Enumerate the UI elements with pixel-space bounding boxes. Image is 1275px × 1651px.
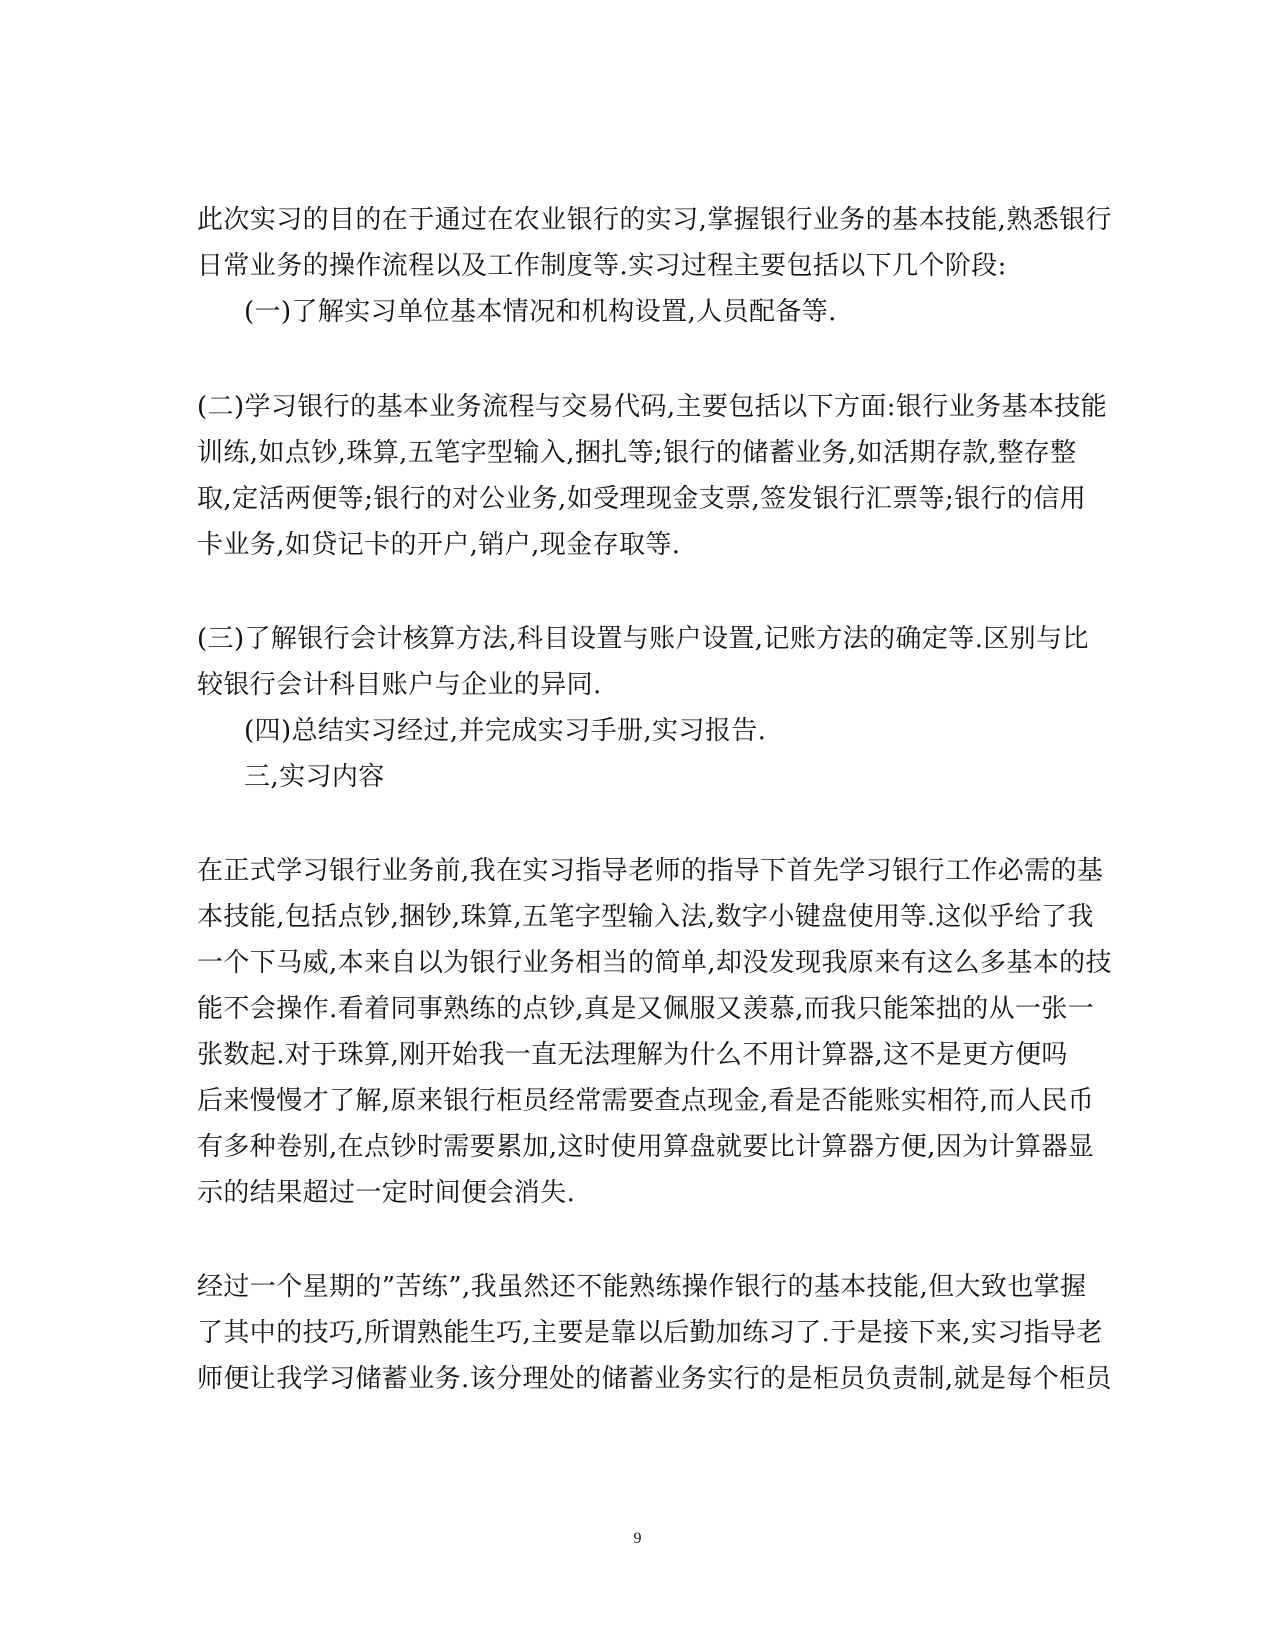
item-3-line-2: 较银行会计科目账户与企业的异同.: [197, 670, 602, 700]
item-2-line-1: (二)学习银行的基本业务流程与交易代码,主要包括以下方面:银行业务基本技能: [197, 392, 1108, 422]
practice-paragraph-line-1: 经过一个星期的”苦练”,我虽然还不能熟练操作银行的基本技能,但大致也掌握: [197, 1272, 1087, 1302]
item-1: (一)了解实习单位基本情况和机构设置,人员配备等.: [244, 297, 837, 327]
content-paragraph-line-1: 在正式学习银行业务前,我在实习指导老师的指导下首先学习银行工作必需的基: [197, 856, 1104, 886]
content-paragraph-line-4: 能不会操作.看着同事熟练的点钞,真是又佩服又羡慕,而我只能笨拙的从一张一: [197, 994, 1095, 1024]
paragraph-1-line-2: 日常业务的操作流程以及工作制度等.实习过程主要包括以下几个阶段:: [197, 251, 1007, 281]
practice-paragraph-line-2: 了其中的技巧,所谓熟能生巧,主要是靠以后勤加练习了.于是接下来,实习指导老: [197, 1318, 1103, 1348]
paragraph-1-line-1: 此次实习的目的在于通过在农业银行的实习,掌握银行业务的基本技能,熟悉银行: [197, 205, 1112, 235]
item-2-line-3: 取,定活两便等;银行的对公业务,如受理现金支票,签发银行汇票等;银行的信用: [197, 484, 1087, 514]
content-paragraph-line-5: 张数起.对于珠算,刚开始我一直无法理解为什么不用计算器,这不是更方便吗: [197, 1040, 1068, 1070]
item-4: (四)总结实习经过,并完成实习手册,实习报告.: [244, 716, 767, 746]
item-3-line-1: (三)了解银行会计核算方法,科目设置与账户设置,记账方法的确定等.区别与比: [197, 624, 1089, 654]
item-2-line-4: 卡业务,如贷记卡的开户,销户,现金存取等.: [197, 530, 681, 560]
content-paragraph-line-3: 一个下马威,本来自以为银行业务相当的简单,却没发现我原来有这么多基本的技: [197, 948, 1112, 978]
content-paragraph-line-8: 示的结果超过一定时间便会消失.: [197, 1178, 576, 1208]
content-paragraph-line-6: 后来慢慢才了解,原来银行柜员经常需要查点现金,看是否能账实相符,而人民币: [197, 1086, 1095, 1116]
section-heading: 三,实习内容: [244, 762, 385, 792]
content-paragraph-line-2: 本技能,包括点钞,捆钞,珠算,五笔字型输入法,数字小键盘使用等.这似乎给了我: [197, 902, 1094, 932]
practice-paragraph-line-3: 师便让我学习储蓄业务.该分理处的储蓄业务实行的是柜员负责制,就是每个柜员: [197, 1364, 1112, 1394]
content-paragraph-line-7: 有多种卷别,在点钞时需要累加,这时使用算盘就要比计算器方便,因为计算器显: [197, 1132, 1095, 1162]
item-2-line-2: 训练,如点钞,珠算,五笔字型输入,捆扎等;银行的储蓄业务,如活期存款,整存整: [197, 438, 1077, 468]
page-number: 9: [633, 1530, 642, 1547]
